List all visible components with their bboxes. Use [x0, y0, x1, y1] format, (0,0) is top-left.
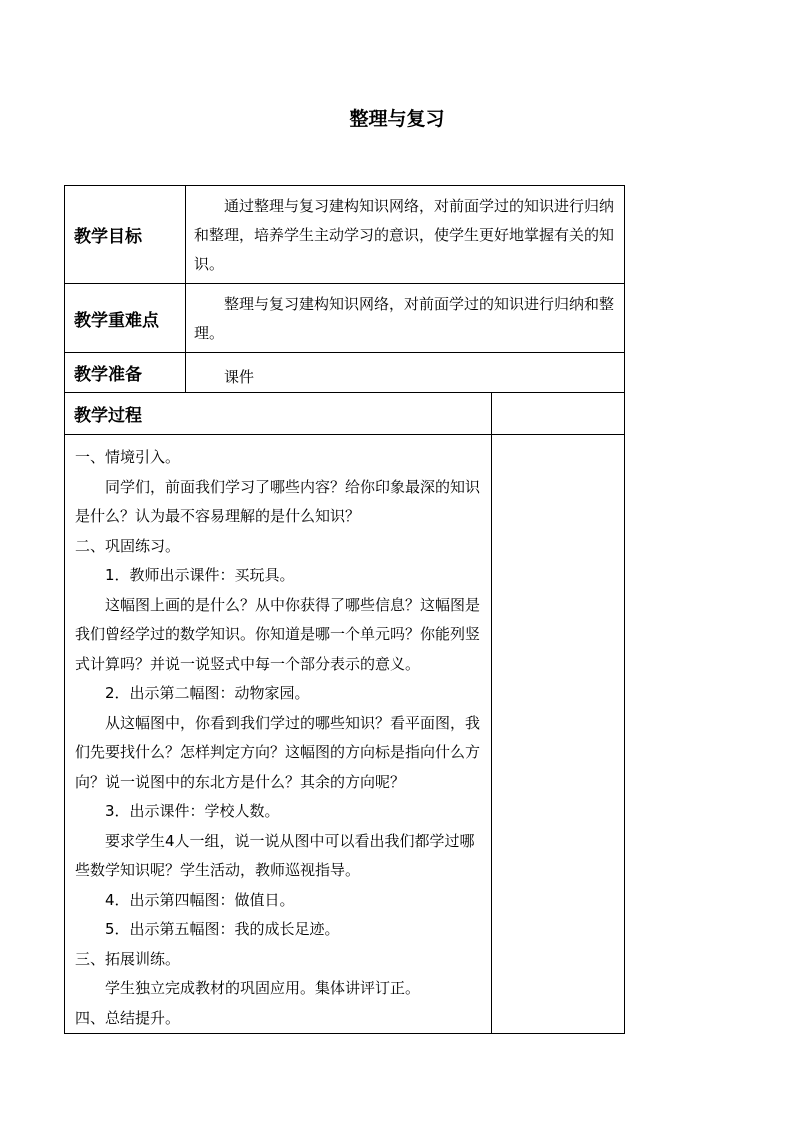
process-notes-header [492, 393, 625, 435]
section-heading: 一、情境引入。 [75, 448, 181, 466]
label-teaching-goal: 教学目标 [65, 186, 186, 284]
paragraph: 要求学生4人一组，说一说从图中可以看出我们都学过哪些数学知识呢？学生活动，教师巡视指导。 [75, 831, 475, 879]
paragraph: 学生独立完成教材的巩固应用。集体讲评订正。 [105, 979, 421, 997]
paragraph: 这幅图上画的是什么？从中你获得了哪些信息？这幅图是我们曾经学过的数学知识。你知道是哪一个单元吗？你能列竖式计算吗？并说一说竖式中每一个部分表示的意义。 [75, 595, 481, 673]
step-item: 4．出示第四幅图：做值日。 [105, 890, 295, 909]
step-item: 2．出示第二幅图：动物家园。 [105, 684, 310, 702]
row-process-header [65, 393, 625, 435]
teaching-goal-text: 通过整理与复习建构知识网络，对前面学过的知识进行归纳和整理，培养学生主动学习的意识，使学生更好地掌握有关的知识。 [186, 186, 625, 284]
process-notes-column [492, 435, 625, 1034]
step-item: 5．出示第五幅图：我的成长足迹。 [105, 920, 340, 938]
section-heading: 二、巩固练习。 [75, 536, 181, 555]
label-preparation: 教学准备 [65, 353, 186, 393]
process-content [65, 435, 492, 1034]
row-key-difficulty [65, 284, 625, 353]
row-preparation [65, 353, 625, 393]
section-heading: 三、拓展训练。 [75, 949, 181, 968]
label-teaching-process: 教学过程 [65, 393, 492, 435]
row-process-body [65, 435, 625, 1034]
row-teaching-goal [65, 186, 625, 284]
step-item: 3．出示课件：学校人数。 [105, 802, 280, 820]
paragraph: 从这幅图中，你看到我们学过的哪些知识？看平面图，我们先要找什么？怎样判定方向？这幅图的方向标是指向什么方向？说一说图中的东北方是什么？其余的方向呢？ [75, 713, 481, 791]
lesson-plan-table [64, 185, 625, 1034]
step-item: 1．教师出示课件：买玩具。 [105, 566, 295, 584]
document-title: 整理与复习 [349, 108, 445, 130]
preparation-text: 课件 [186, 353, 625, 393]
key-difficulty-text: 整理与复习建构知识网络，对前面学过的知识进行归纳和整理。 [186, 284, 625, 353]
paragraph: 同学们，前面我们学习了哪些内容？给你印象最深的知识是什么？认为最不容易理解的是什么知识？ [75, 477, 481, 525]
label-key-difficulty: 教学重难点 [65, 284, 186, 353]
section-heading: 四、总结提升。 [75, 1008, 181, 1027]
